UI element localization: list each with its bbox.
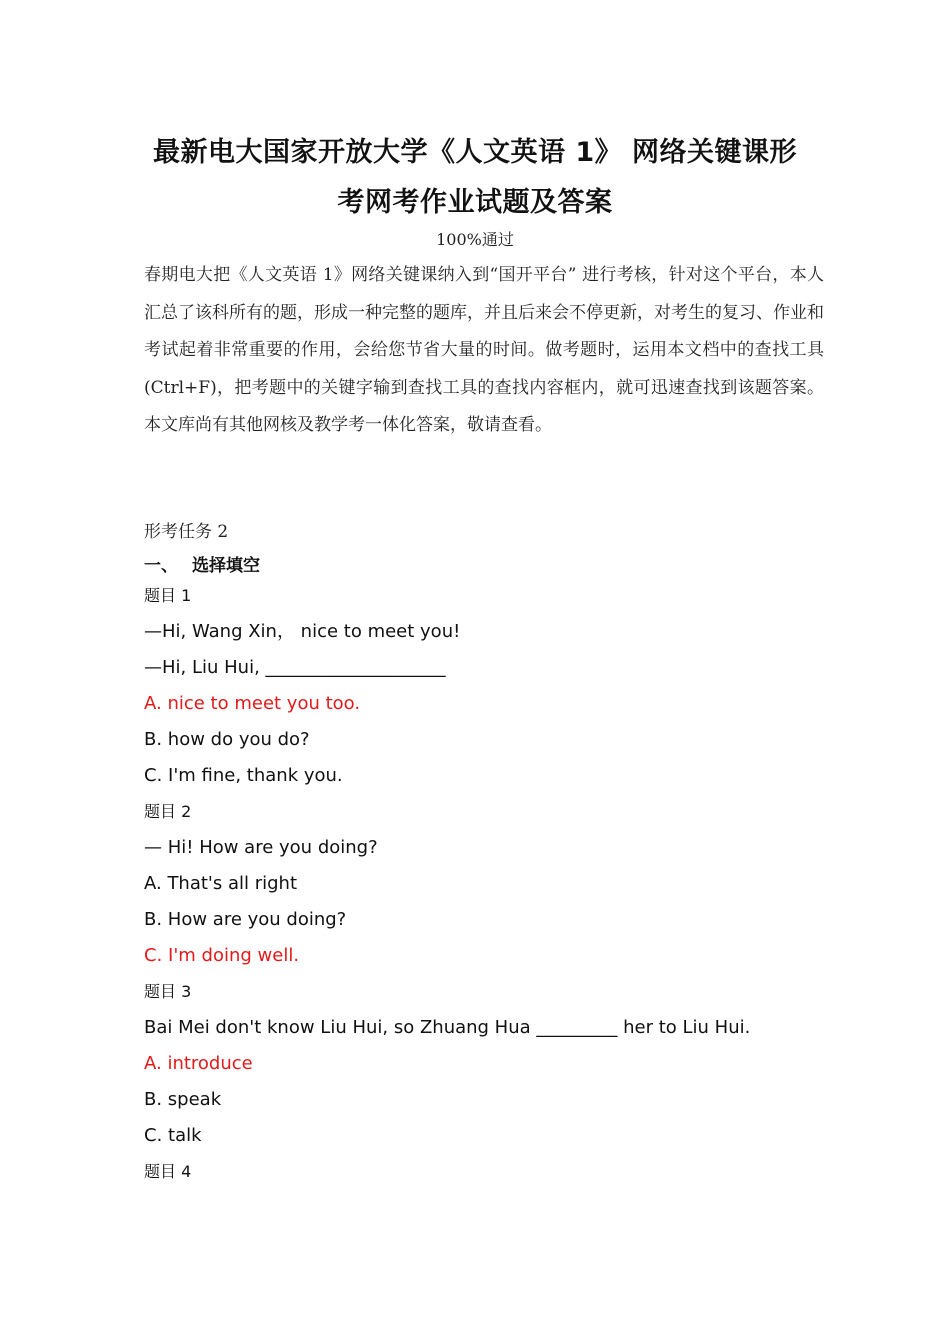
question-stem: —Hi, Wang Xin， nice to meet you! — [144, 621, 461, 642]
answer-option: A. That's all right — [144, 873, 298, 894]
document-title-line-1: 最新电大国家开放大学《人文英语 1》 网络关键课形 — [152, 137, 798, 168]
answer-option: B. How are you doing? — [144, 909, 347, 930]
question-label: 题目 2 — [144, 802, 192, 821]
question-label: 题目 3 — [144, 982, 192, 1001]
answer-option-correct: A. introduce — [144, 1053, 253, 1074]
question-stem: —Hi, Liu Hui, ____________________ — [144, 657, 446, 678]
section-title: 形考任务 2 — [144, 522, 229, 542]
question-label: 题目 1 — [144, 586, 192, 605]
answer-option: C. I'm fine, thank you. — [144, 765, 343, 786]
question-list — [144, 578, 844, 1190]
question-stem: Bai Mei don't know Liu Hui, so Zhuang Hua _________ her to Liu Hui. — [144, 1017, 751, 1038]
document-subtitle: 100%通过 — [436, 230, 514, 249]
question-label: 题目 4 — [144, 1162, 192, 1181]
answer-option: B. how do you do? — [144, 729, 310, 750]
part-number: 一、 — [144, 556, 178, 576]
intro-paragraph: 春期电大把《人文英语 1》网络关键课纳入到“国开平台” 进行考核，针对这个平台，本人汇总了该科所有的题，形成一种完整的题库，并且后来会不停更新，对考生的复习、作业和考试起着非常重要的作用，会给您节省大量的时间。做考题时，运用本文档中的查找工具(Ctrl+F)，把考题中的关键字输到查找工具的查找内容框内，就可迅速查找到该题答案。本文库尚有其他网核及教学考一体化答案，敬请查看。 — [144, 265, 824, 435]
answer-option-correct: A. nice to meet you too. — [144, 693, 361, 714]
answer-option-correct: C. I'm doing well. — [144, 945, 300, 966]
question-stem: — Hi! How are you doing? — [144, 837, 378, 858]
document-title-line-2: 考网考作业试题及答案 — [337, 187, 613, 218]
answer-option: B. speak — [144, 1089, 222, 1110]
part-heading — [144, 551, 260, 576]
answer-option: C. talk — [144, 1125, 202, 1146]
part-title: 选择填空 — [192, 556, 260, 576]
